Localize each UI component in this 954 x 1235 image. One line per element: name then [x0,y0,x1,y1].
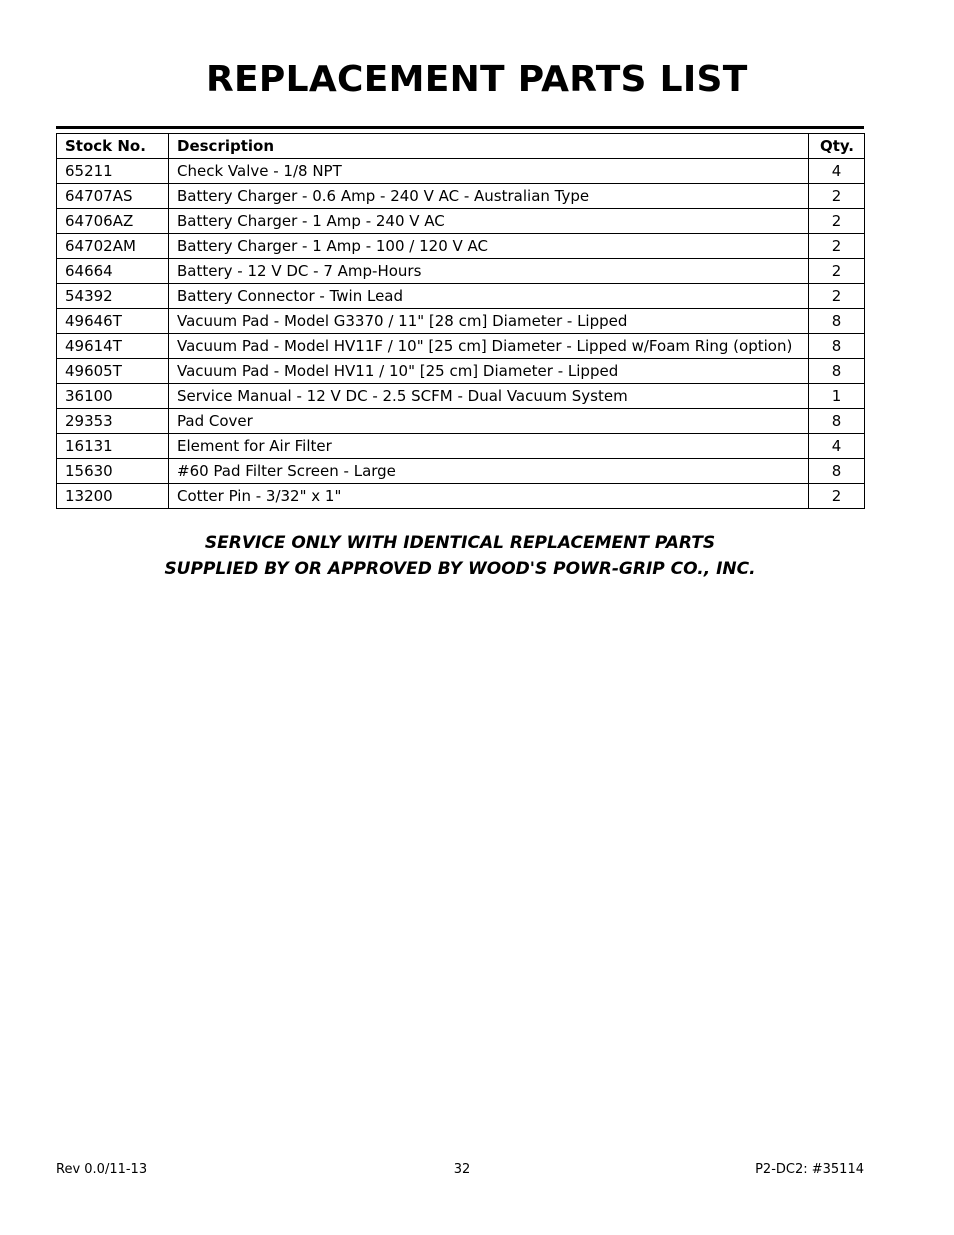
page-title: REPLACEMENT PARTS LIST [206,59,748,100]
header-stock-no: Stock No. [57,134,169,159]
table-row [57,384,865,409]
cell-qty: 2 [809,284,865,309]
cell-qty: 4 [809,159,865,184]
parts-table [56,133,865,509]
cell-stock-no: 49646T [57,309,169,334]
cell-stock-no: 16131 [57,434,169,459]
cell-qty: 2 [809,209,865,234]
cell-stock-no: 13200 [57,484,169,509]
service-notice-line-1: SERVICE ONLY WITH IDENTICAL REPLACEMENT PARTS [204,533,716,553]
table-row [57,409,865,434]
footer-doc-id: P2-DC2: #35114 [755,1162,864,1177]
cell-description: Battery Charger - 1 Amp - 100 / 120 V AC [169,234,809,259]
cell-stock-no: 15630 [57,459,169,484]
table-row [57,259,865,284]
cell-description: Vacuum Pad - Model HV11F / 10" [25 cm] Diameter - Lipped w/Foam Ring (option) [169,334,809,359]
cell-qty: 1 [809,384,865,409]
title-divider [56,126,864,129]
cell-description: Battery Connector - Twin Lead [169,284,809,309]
cell-description: Pad Cover [169,409,809,434]
cell-description: Vacuum Pad - Model G3370 / 11" [28 cm] Diameter - Lipped [169,309,809,334]
cell-qty: 2 [809,259,865,284]
cell-stock-no: 49605T [57,359,169,384]
cell-stock-no: 64707AS [57,184,169,209]
cell-qty: 8 [809,459,865,484]
table-row [57,184,865,209]
footer-revision: Rev 0.0/11-13 [56,1162,148,1177]
footer-page-number: 32 [453,1162,471,1177]
cell-description: Vacuum Pad - Model HV11 / 10" [25 cm] Diameter - Lipped [169,359,809,384]
cell-stock-no: 64706AZ [57,209,169,234]
cell-stock-no: 29353 [57,409,169,434]
cell-qty: 4 [809,434,865,459]
cell-description: #60 Pad Filter Screen - Large [169,459,809,484]
cell-qty: 8 [809,409,865,434]
cell-stock-no: 36100 [57,384,169,409]
table-row [57,484,865,509]
table-row [57,209,865,234]
cell-qty: 8 [809,359,865,384]
cell-stock-no: 64664 [57,259,169,284]
table-row [57,234,865,259]
service-notice-line-2: SUPPLIED BY OR APPROVED BY WOOD'S POWR-GRIP CO., INC. [164,559,756,579]
service-notice [56,530,864,582]
cell-stock-no: 65211 [57,159,169,184]
header-description: Description [169,134,809,159]
cell-qty: 8 [809,334,865,359]
table-row [57,459,865,484]
cell-stock-no: 64702AM [57,234,169,259]
cell-description: Battery Charger - 1 Amp - 240 V AC [169,209,809,234]
table-row [57,434,865,459]
table-row [57,334,865,359]
cell-description: Check Valve - 1/8 NPT [169,159,809,184]
cell-qty: 2 [809,484,865,509]
table-row [57,284,865,309]
cell-description: Battery Charger - 0.6 Amp - 240 V AC - Australian Type [169,184,809,209]
table-header-row [57,134,865,159]
cell-stock-no: 54392 [57,284,169,309]
header-qty: Qty. [809,134,865,159]
cell-description: Service Manual - 12 V DC - 2.5 SCFM - Dual Vacuum System [169,384,809,409]
cell-description: Battery - 12 V DC - 7 Amp-Hours [169,259,809,284]
cell-qty: 2 [809,184,865,209]
cell-description: Element for Air Filter [169,434,809,459]
cell-description: Cotter Pin - 3/32" x 1" [169,484,809,509]
cell-qty: 2 [809,234,865,259]
table-row [57,159,865,184]
table-row [57,309,865,334]
cell-stock-no: 49614T [57,334,169,359]
cell-qty: 8 [809,309,865,334]
table-row [57,359,865,384]
